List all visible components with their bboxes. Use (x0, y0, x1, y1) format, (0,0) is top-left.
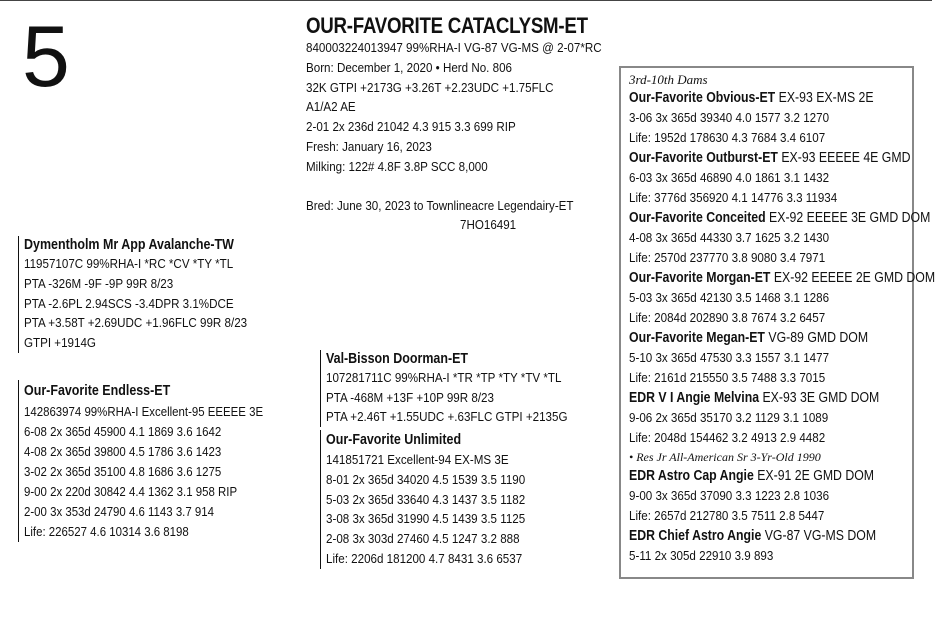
granddam-line: 3-08 3x 365d 31990 4.5 1439 3.5 1125 (326, 511, 526, 527)
sire-line: PTA -326M -9F -9P 99R 8/23 (24, 275, 174, 291)
granddam-line: 141851721 Excellent-94 EX-MS 3E (326, 452, 509, 467)
dam-lifetime-line: Life: 226527 4.6 10314 3.6 8198 (24, 524, 189, 539)
dam-entry-line: 4-08 3x 365d 44330 3.7 1625 3.2 1430 (629, 230, 830, 245)
animal-bred-code: 7HO16491 (460, 217, 517, 233)
sire-name: Dymentholm Mr App Avalanche-TW (24, 237, 234, 253)
animal-name: OUR-FAVORITE CATACLYSM-ET (306, 13, 588, 38)
dam-entry-line: 3-06 3x 365d 39340 4.0 1577 3.2 1270 (629, 110, 830, 125)
dams-box (619, 66, 935, 579)
dam-entry-line: 5-11 2x 305d 22910 3.9 893 (629, 548, 774, 563)
sire-line: GTPI +1914G (24, 335, 96, 351)
granddam-line: 8-01 2x 365d 34020 4.5 1539 3.5 1190 (326, 471, 526, 487)
sire-line: 11957107C 99%RHA-I *RC *CV *TY *TL (24, 256, 234, 271)
dam-line: 9-00 2x 220d 30842 4.4 1362 3.1 958 RIP (24, 484, 238, 499)
dam-entry-name: EDR V I Angie Melvina EX-93 3E GMD DOM (629, 390, 880, 406)
granddam-line: 5-03 2x 365d 33640 4.3 1437 3.5 1182 (326, 491, 526, 507)
granddam-lifetime-line: Life: 2206d 181200 4.7 8431 3.6 6537 (326, 550, 523, 566)
animal-genomics: 32K GTPI +2173G +3.26T +2.23UDC +1.75FLC (306, 79, 554, 95)
dam-line: 4-08 2x 365d 39800 4.5 1786 3.6 1423 (24, 444, 222, 459)
dam-entry-line: Life: 2161d 215550 3.5 7488 3.3 7015 (629, 370, 826, 385)
dam-entry-line: 5-10 3x 365d 47530 3.3 1557 3.1 1477 (629, 350, 830, 365)
animal-bred: Bred: June 30, 2023 to Townlineacre Legendairy-ET (306, 197, 574, 213)
maternal-grandsire-line: PTA -468M +13F +10P 99R 8/23 (326, 389, 494, 405)
dam-entry-name: EDR Astro Cap Angie EX-91 2E GMD DOM (629, 468, 875, 484)
maternal-grandsire-line: 107281711C 99%RHA-I *TR *TP *TY *TV *TL (326, 370, 562, 385)
lot-number: 5 (22, 9, 70, 105)
granddam-line: 2-08 3x 303d 27460 4.5 1247 3.2 888 (326, 531, 520, 547)
dam-line: 142863974 99%RHA-I Excellent-95 EEEEE 3E (24, 404, 264, 419)
animal-fresh: Fresh: January 16, 2023 (306, 138, 432, 154)
sire-line: PTA -2.6PL 2.94SCS -3.4DPR 3.1%DCE (24, 295, 234, 311)
sire-block (18, 236, 314, 353)
sire-line: PTA +3.58T +2.69UDC +1.96FLC 99R 8/23 (24, 315, 248, 331)
dam-line: 2-00 3x 353d 24790 4.6 1143 3.7 914 (24, 504, 214, 519)
animal-id-line: 840003224013947 99%RHA-I VG-87 VG-MS @ 2-07*RC (306, 40, 602, 55)
granddam-block (320, 430, 626, 569)
dam-entry-name: Our-Favorite Conceited EX-92 EEEEE 3E GMD DOM (629, 210, 931, 226)
granddam-name: Our-Favorite Unlimited (326, 432, 462, 448)
dam-entry-line: Life: 2657d 212780 3.5 7511 2.8 5447 (629, 508, 825, 523)
dam-entry-line: Life: 1952d 178630 4.3 7684 3.4 6107 (629, 130, 826, 145)
dam-entry-line: 5-03 3x 365d 42130 3.5 1468 3.1 1286 (629, 290, 830, 305)
dam-entry-name: EDR Chief Astro Angie VG-87 VG-MS DOM (629, 528, 877, 544)
animal-milking: Milking: 122# 4.8F 3.8P SCC 8,000 (306, 158, 488, 174)
maternal-grandsire-line: PTA +2.46T +1.55UDC +.63FLC GTPI +2135G (326, 409, 568, 424)
top-rule (0, 0, 932, 1)
maternal-grandsire-name: Val-Bisson Doorman-ET (326, 351, 469, 367)
dam-entry-name: Our-Favorite Outburst-ET EX-93 EEEEE 4E GMD (629, 150, 911, 166)
animal-aa: A1/A2 AE (306, 99, 356, 115)
dams-box-title: 3rd-10th Dams (629, 72, 708, 87)
dam-entry-line: 6-03 3x 365d 46890 4.0 1861 3.1 1432 (629, 170, 830, 185)
dam-entry-line: Life: 3776d 356920 4.1 14776 3.3 11934 (629, 190, 838, 205)
dam-entry-line: Life: 2048d 154462 3.2 4913 2.9 4482 (629, 430, 826, 445)
dam-entry-line: 9-00 3x 365d 37090 3.3 1223 2.8 1036 (629, 488, 830, 503)
dam-entry-line: 9-06 2x 365d 35170 3.2 1129 3.1 1089 (629, 410, 829, 425)
dam-entry-award-note: • Res Jr All-American Sr 3-Yr-Old 1990 (629, 450, 821, 464)
dam-entry-line: Life: 2084d 202890 3.8 7674 3.2 6457 (629, 310, 826, 325)
dam-entry-line: Life: 2570d 237770 3.8 9080 3.4 7971 (629, 250, 826, 265)
dam-name: Our-Favorite Endless-ET (24, 383, 171, 399)
dam-entry-name: Our-Favorite Obvious-ET EX-93 EX-MS 2E (629, 90, 874, 106)
dam-line: 3-02 2x 365d 35100 4.8 1686 3.6 1275 (24, 464, 222, 479)
animal-block (306, 14, 626, 235)
dam-block (18, 380, 314, 542)
dam-entry-name: Our-Favorite Morgan-ET EX-92 EEEEE 2E GMD DOM (629, 270, 935, 286)
animal-born: Born: December 1, 2020 • Herd No. 806 (306, 59, 512, 75)
animal-record: 2-01 2x 236d 21042 4.3 915 3.3 699 RIP (306, 119, 516, 135)
dam-entry-name: Our-Favorite Megan-ET VG-89 GMD DOM (629, 330, 869, 346)
dam-line: 6-08 2x 365d 45900 4.1 1869 3.6 1642 (24, 424, 222, 439)
maternal-grandsire-block (320, 350, 626, 427)
